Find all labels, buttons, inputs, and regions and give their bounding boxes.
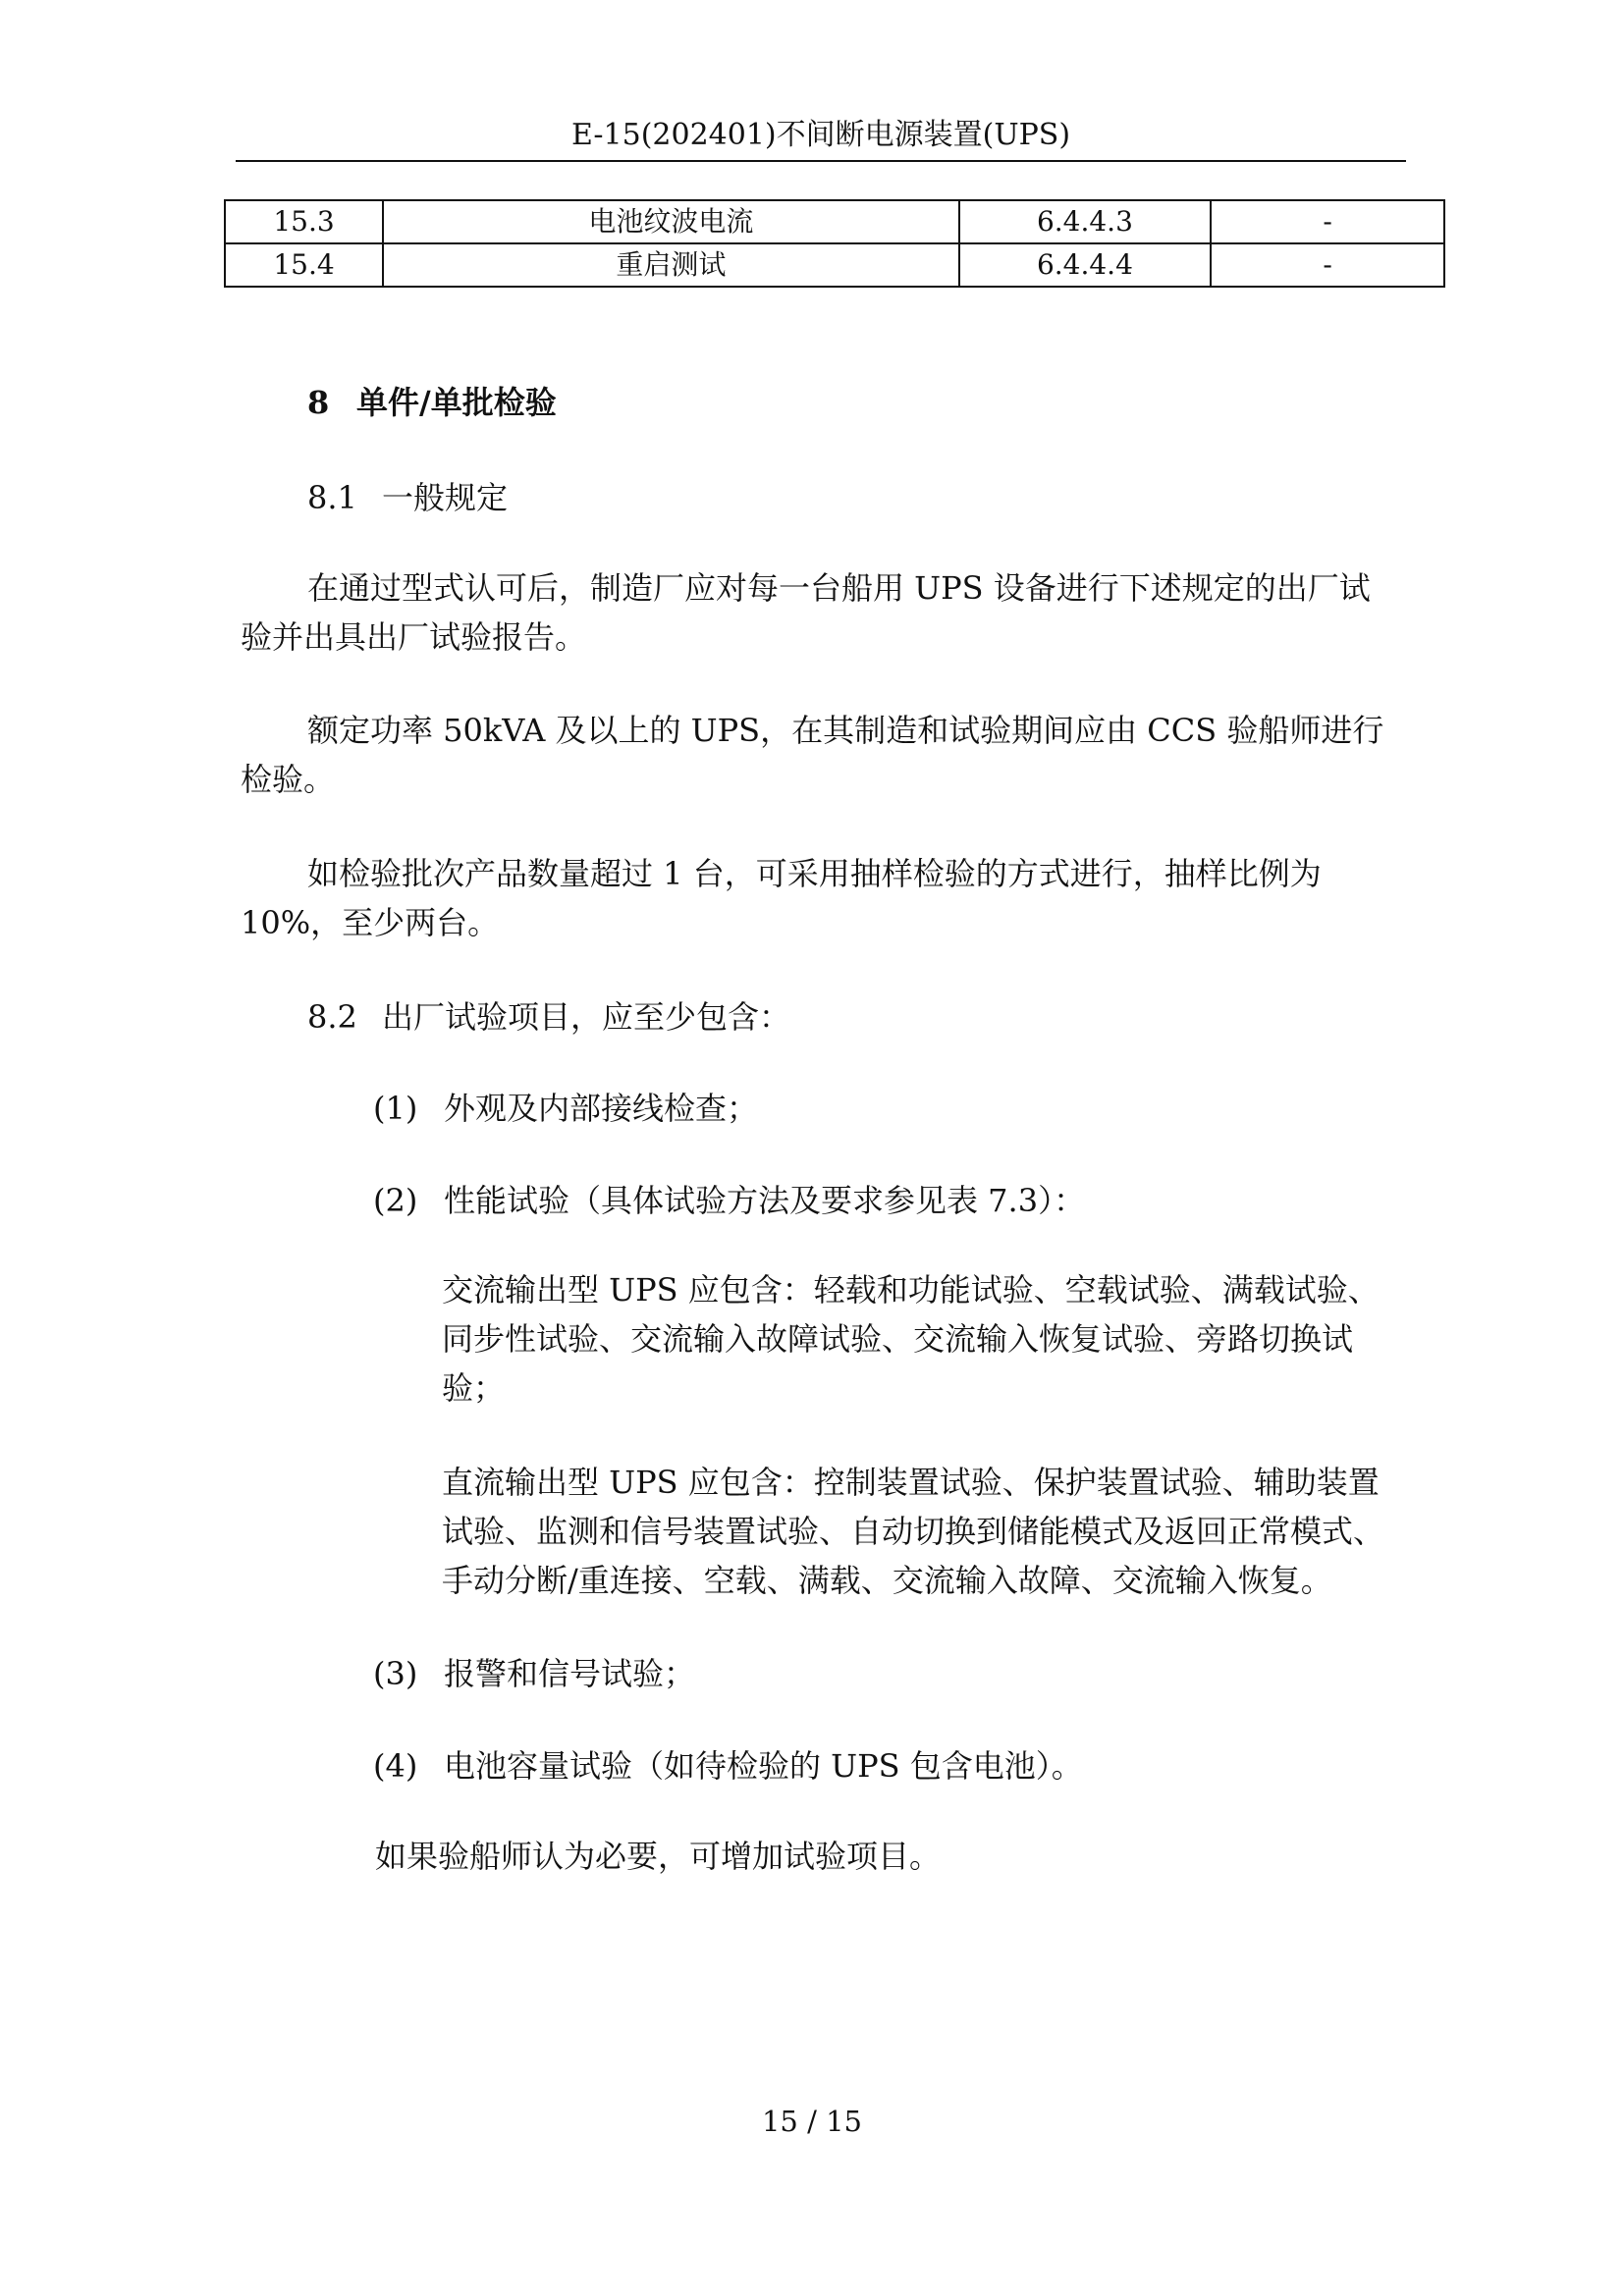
item-name-cell: 重启测试: [383, 243, 959, 287]
subsection-number: 8.1: [307, 479, 357, 516]
clause-cell: 6.4.4.3: [959, 200, 1211, 243]
list-item: [373, 1741, 1083, 1790]
list-item-text: 报警和信号试验；: [444, 1655, 696, 1692]
item-name-cell: 电池纹波电流: [383, 200, 959, 243]
list-item-number: (1): [373, 1090, 418, 1127]
subsection-title: 出厂试验项目，应至少包含：: [382, 998, 791, 1036]
subsection-8-1-heading: [307, 473, 508, 522]
note-cell: -: [1211, 200, 1444, 243]
paragraph: 额定功率 50kVA 及以上的 UPS，在其制造和试验期间应由 CCS 验船师进行检验。: [241, 712, 1384, 798]
list-item: [373, 1176, 1085, 1225]
list-item-text: 外观及内部接线检查；: [444, 1090, 759, 1127]
page-header-title: E-15(202401)不间断电源装置(UPS): [570, 118, 1071, 152]
list-item-text: 性能试验（具体试验方法及要求参见表 7.3）：: [444, 1182, 1086, 1219]
list-item: [373, 1084, 758, 1133]
closing-paragraph: 如果验船师认为必要，可增加试验项目。: [375, 1838, 942, 1875]
table-row: [225, 200, 1444, 243]
header-divider: [236, 160, 1406, 162]
note-cell: -: [1211, 243, 1444, 287]
subsection-8-2-heading: [307, 992, 790, 1041]
dc-output-requirements: 直流输出型 UPS 应包含：控制装置试验、保护装置试验、辅助装置试验、监测和信号装置试验、自动切换到储能模式及返回正常模式、手动分断/重连接、空载、满载、交流输入故障、交流输入恢复。: [442, 1464, 1385, 1599]
list-item-text: 电池容量试验（如待检验的 UPS 包含电池）。: [444, 1747, 1083, 1785]
page-number: 15 / 15: [761, 2105, 862, 2138]
section-8-heading: [307, 378, 557, 427]
section-title: 单件/单批检验: [356, 384, 557, 421]
paragraph: 在通过型式认可后，制造厂应对每一台船用 UPS 设备进行下述规定的出厂试验并出具出厂试验报告。: [241, 569, 1371, 656]
section-number: 8: [307, 384, 330, 421]
paragraph: 如检验批次产品数量超过 1 台，可采用抽样检验的方式进行，抽样比例为10%，至少两台。: [241, 855, 1322, 941]
list-item-number: (3): [373, 1655, 418, 1692]
item-number-cell: 15.4: [225, 243, 383, 287]
list-item-number: (4): [373, 1747, 418, 1785]
list-item: [373, 1649, 695, 1698]
table-row: [225, 243, 1444, 287]
subsection-title: 一般规定: [382, 479, 509, 516]
subsection-number: 8.2: [307, 998, 357, 1036]
ac-output-requirements: 交流输出型 UPS 应包含：轻载和功能试验、空载试验、满载试验、同步性试验、交流输入故障试验、交流输入恢复试验、旁路切换试验；: [442, 1271, 1380, 1407]
test-items-table: [224, 199, 1445, 288]
clause-cell: 6.4.4.4: [959, 243, 1211, 287]
item-number-cell: 15.3: [225, 200, 383, 243]
list-item-number: (2): [373, 1182, 418, 1219]
